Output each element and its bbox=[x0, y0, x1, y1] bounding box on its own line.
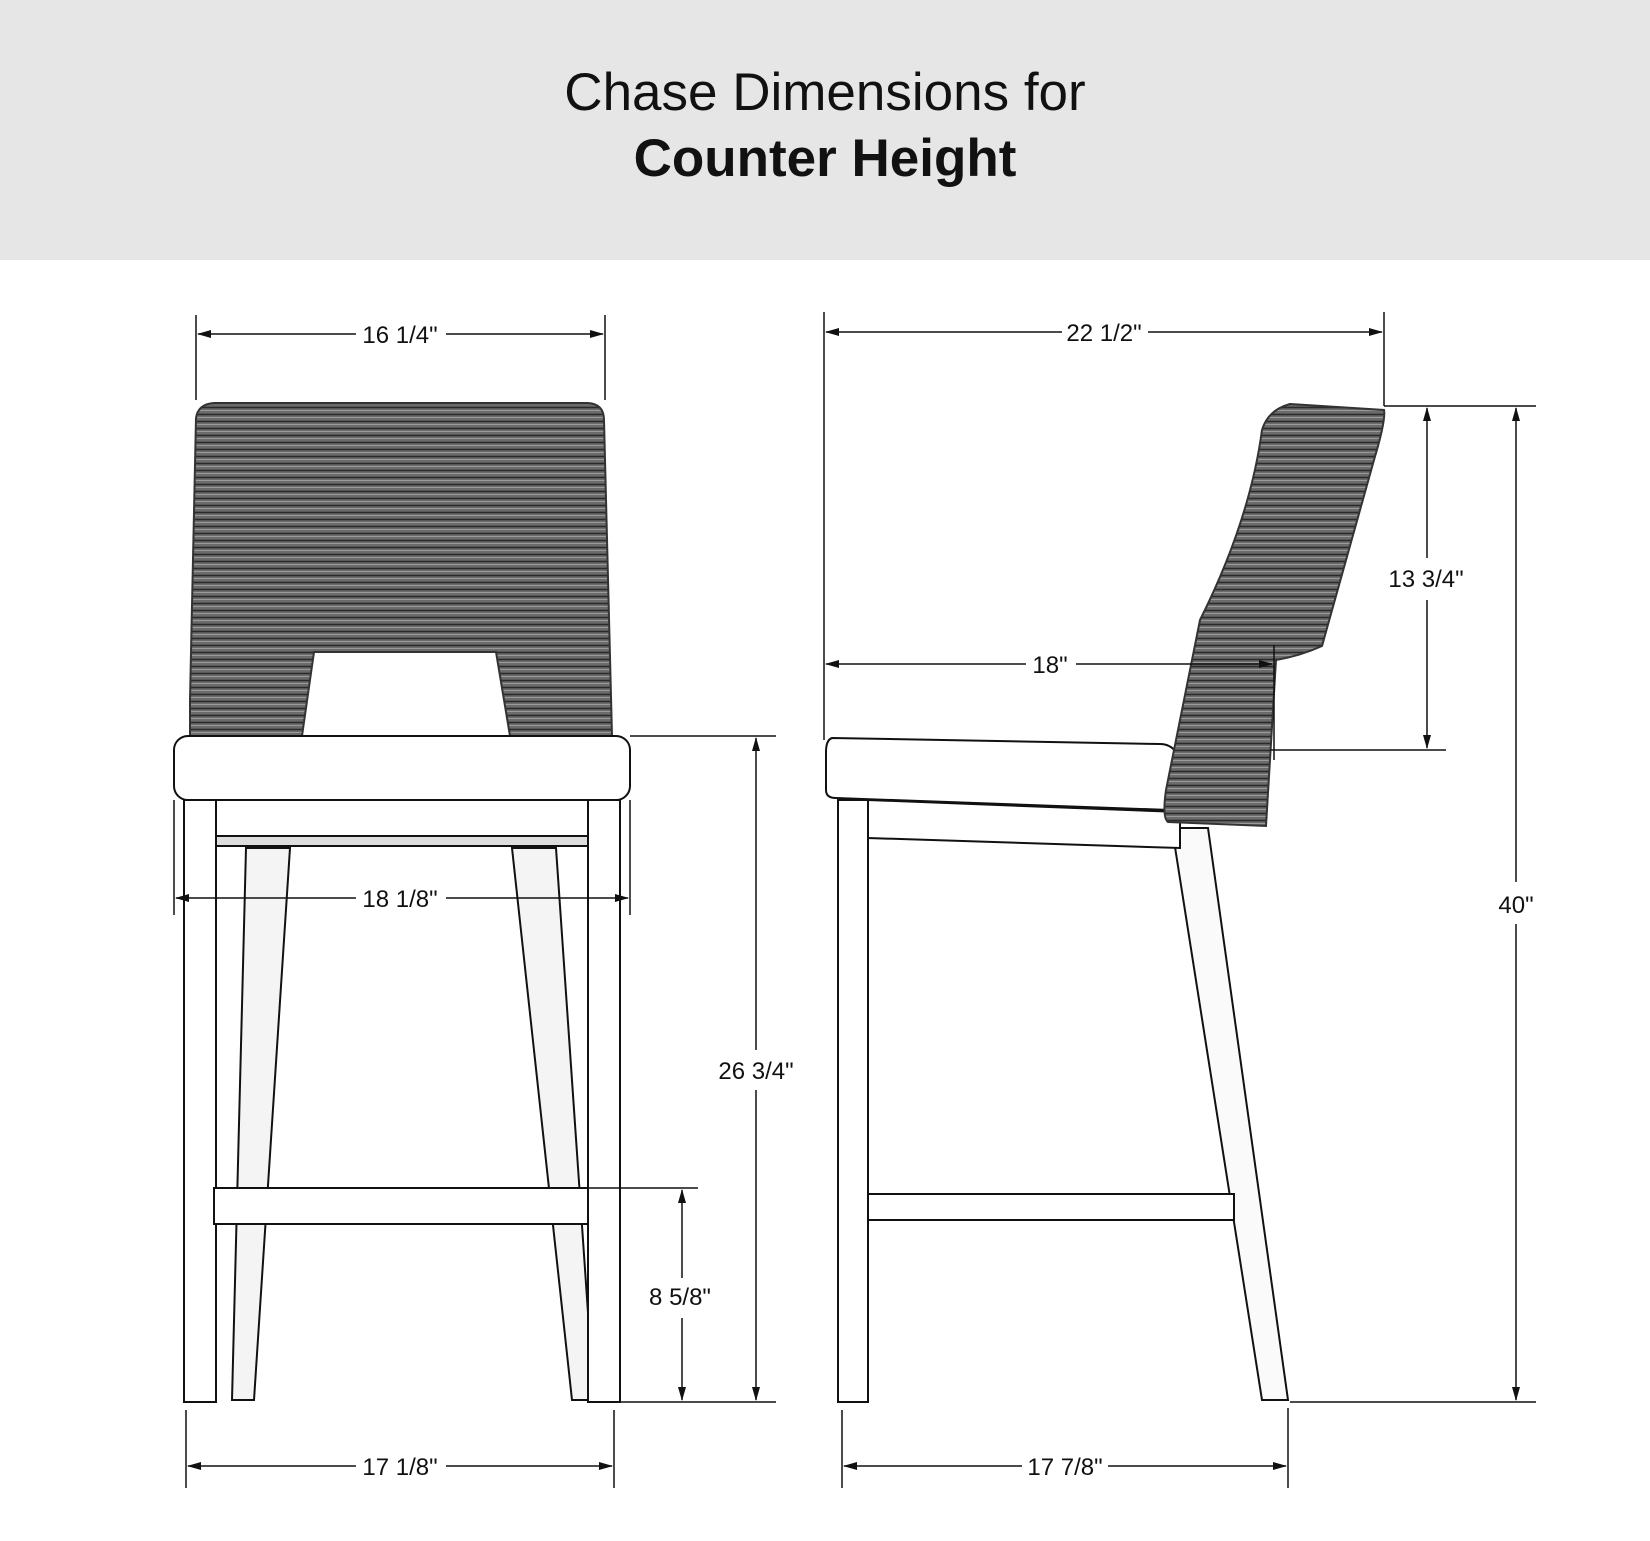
front-seat bbox=[174, 736, 630, 800]
side-leg-rear bbox=[1172, 828, 1288, 1400]
front-leg-rear-left bbox=[232, 848, 290, 1400]
dim-side-seat-depth: 18" bbox=[1032, 652, 1068, 679]
dim-side-overall-depth: 22 1/2" bbox=[1066, 320, 1142, 347]
dim-front-seat-height: 26 3/4" bbox=[718, 1058, 794, 1085]
side-leg-front bbox=[838, 800, 868, 1402]
dim-side-base-depth: 17 7/8" bbox=[1027, 1454, 1103, 1481]
title-line-2: Counter Height bbox=[633, 129, 1017, 188]
side-seat bbox=[826, 738, 1176, 810]
dim-front-top-width: 16 1/4" bbox=[362, 322, 438, 349]
dim-side-back-height: 13 3/4" bbox=[1388, 566, 1464, 593]
title-line-1: Chase Dimensions for bbox=[564, 63, 1086, 122]
front-apron bbox=[216, 800, 588, 838]
front-backrest bbox=[190, 403, 612, 736]
dim-front-footrest-height: 8 5/8" bbox=[649, 1284, 711, 1311]
side-footrest bbox=[868, 1194, 1234, 1220]
side-dimensions bbox=[824, 312, 1536, 1488]
dim-side-overall-height: 40" bbox=[1498, 892, 1534, 919]
dim-front-seat-width: 18 1/8" bbox=[362, 886, 438, 913]
front-leg-rear-right bbox=[512, 848, 594, 1400]
front-leg-left bbox=[184, 800, 216, 1402]
side-view-chair bbox=[826, 404, 1384, 1402]
dim-front-base-width: 17 1/8" bbox=[362, 1454, 438, 1481]
front-leg-right bbox=[588, 800, 620, 1402]
side-backrest bbox=[1164, 404, 1384, 826]
front-footrest bbox=[214, 1188, 588, 1224]
